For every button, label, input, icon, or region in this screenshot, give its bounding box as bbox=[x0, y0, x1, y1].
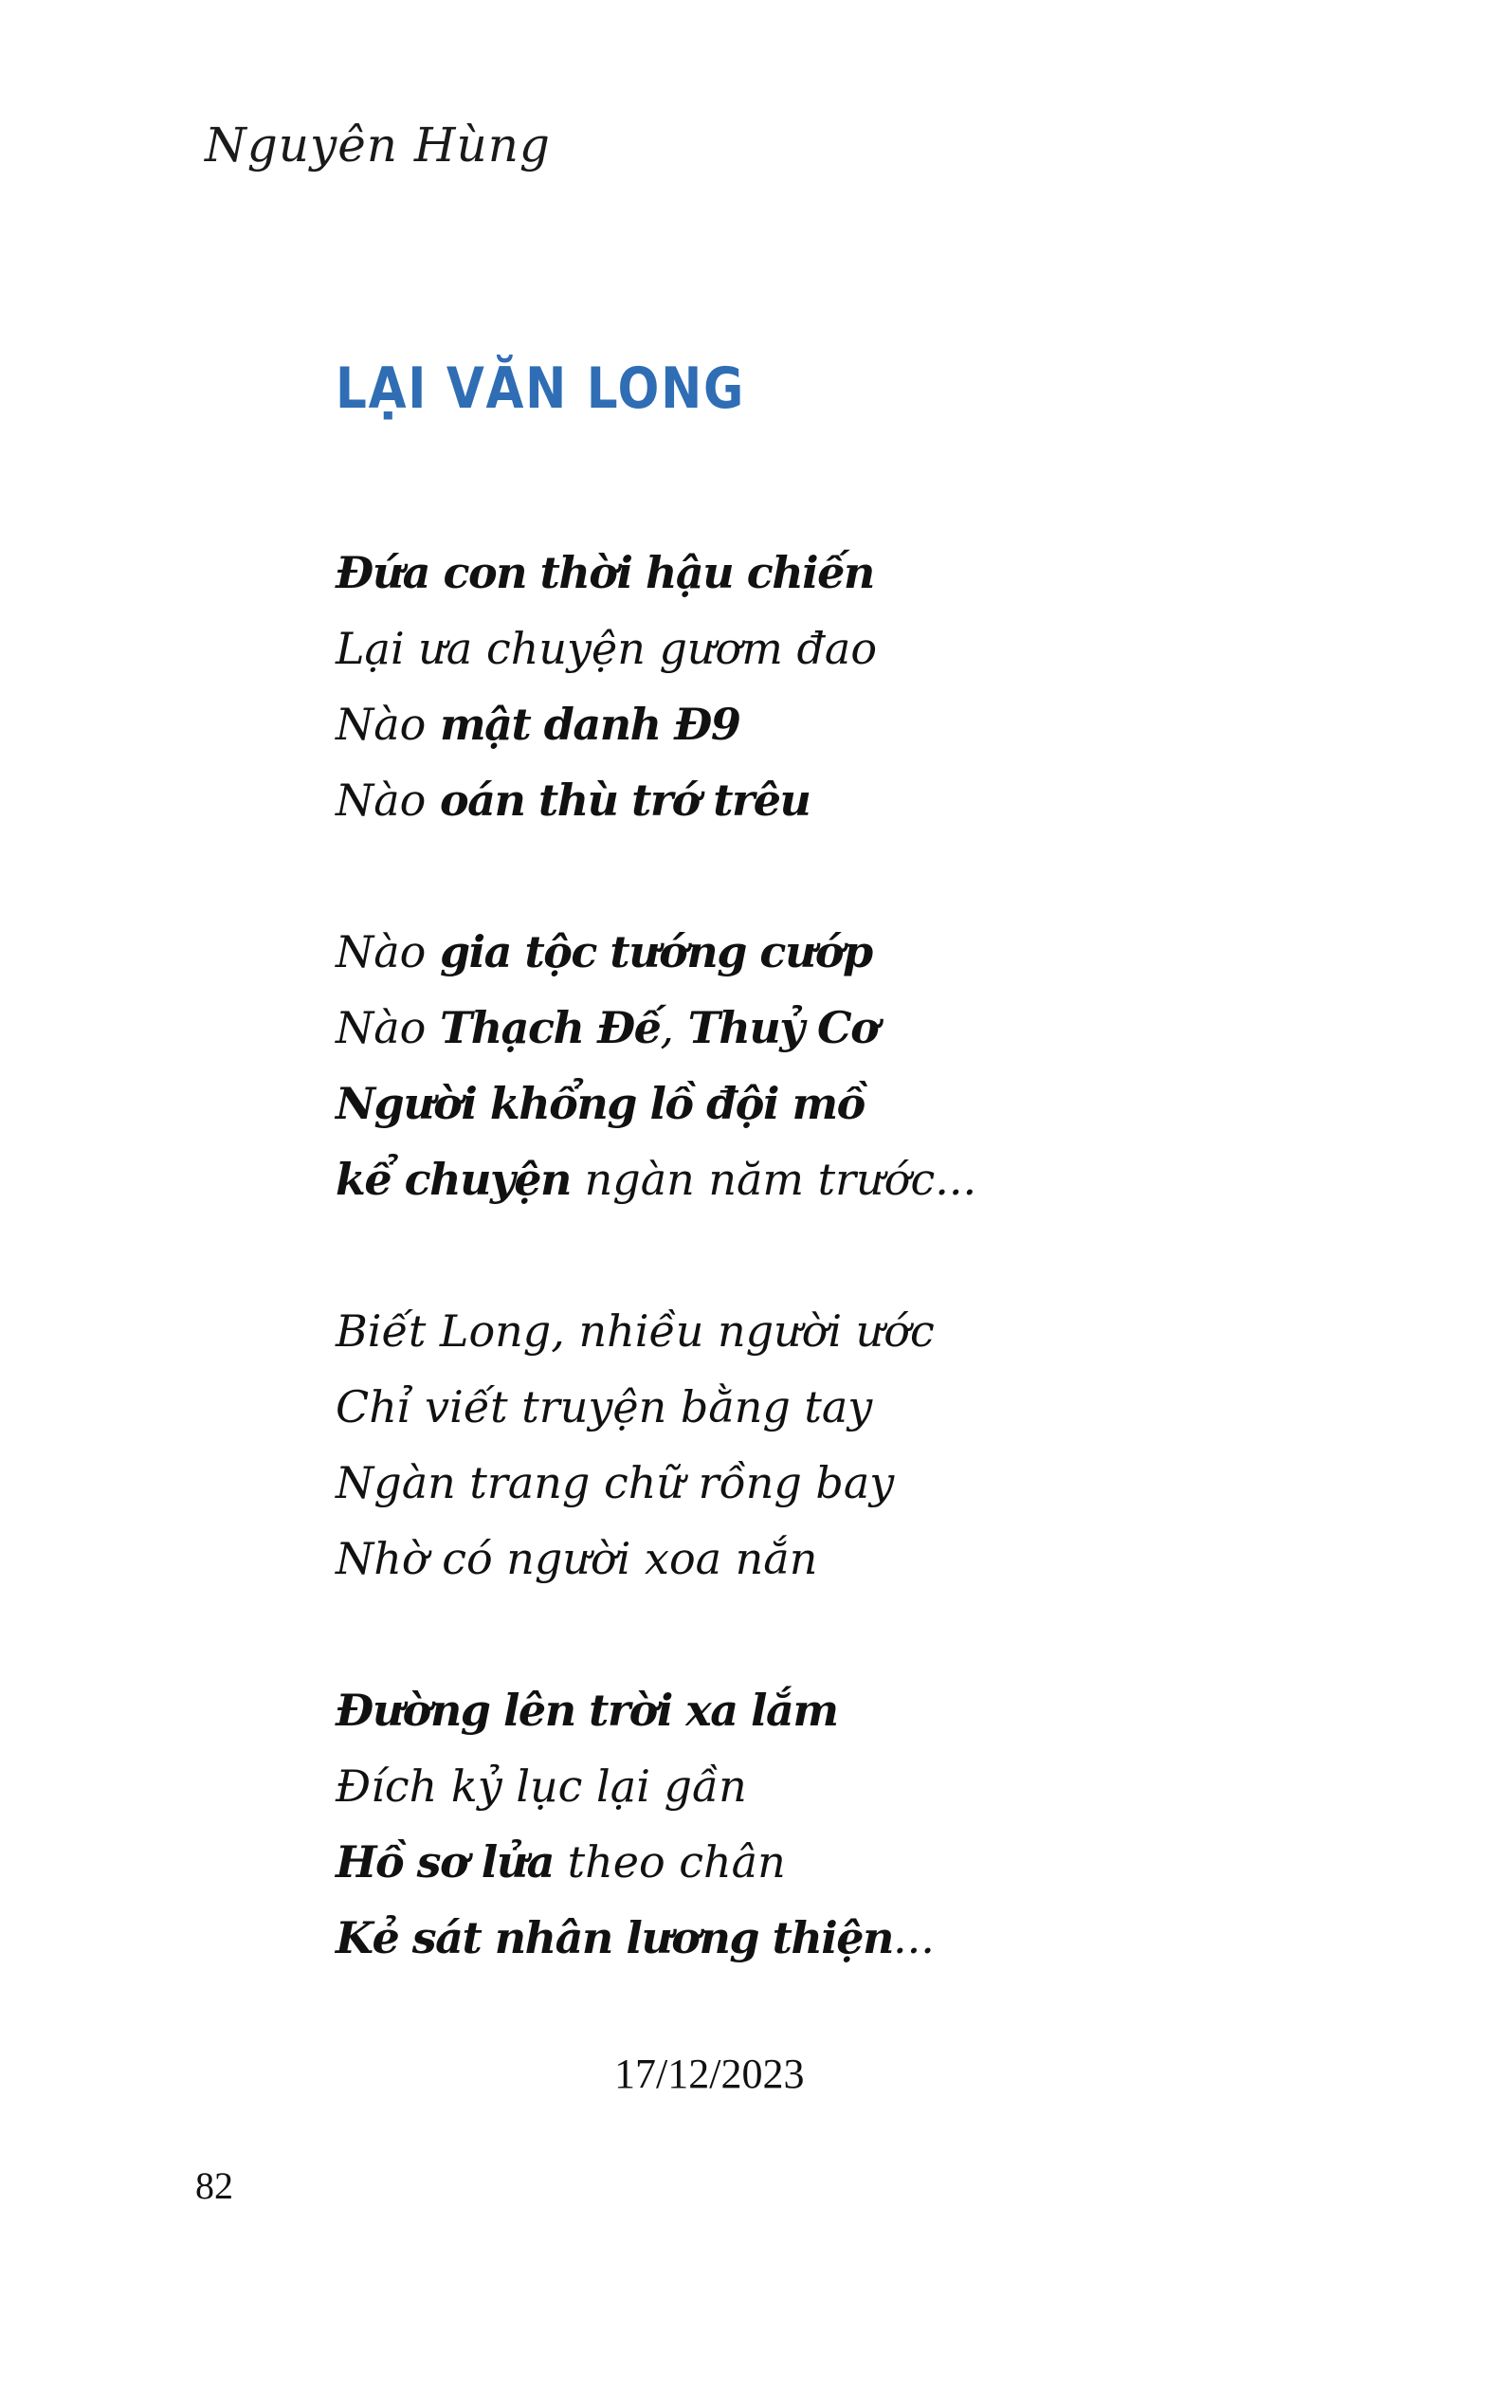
poem-text: Nào bbox=[336, 926, 440, 977]
poem-text: , bbox=[660, 1002, 688, 1053]
poem-line bbox=[336, 1907, 1378, 1983]
poem-line bbox=[336, 618, 1378, 694]
poem-line bbox=[336, 1452, 1378, 1528]
poem-line bbox=[336, 921, 1378, 997]
poem-text: Nhờ có người xoa nắn bbox=[336, 1533, 818, 1584]
poem-date: 17/12/2023 bbox=[614, 2051, 805, 2097]
poem-emphasis: Thuỷ Cơ bbox=[687, 1002, 879, 1053]
poem-line bbox=[336, 694, 1378, 770]
poem-text: ... bbox=[892, 1912, 935, 1963]
poem-text: theo chân bbox=[553, 1836, 786, 1888]
poem-text: Biết Long, nhiều người ước bbox=[336, 1305, 935, 1357]
author-name: Nguyên Hùng bbox=[205, 118, 551, 173]
poem-emphasis: Đứa con thời hậu chiến bbox=[336, 547, 874, 598]
poem-line bbox=[336, 542, 1378, 618]
poem-emphasis: kể chuyện bbox=[336, 1154, 571, 1205]
poem-line bbox=[336, 1149, 1378, 1225]
poem-emphasis: oán thù trớ trêu bbox=[440, 775, 811, 826]
poem-text: Nào bbox=[336, 699, 440, 750]
poem-text: ngàn năm trước... bbox=[571, 1154, 977, 1205]
poem-line bbox=[336, 1832, 1378, 1907]
poem-text: Nào bbox=[336, 775, 440, 826]
poem-line bbox=[336, 1301, 1378, 1377]
page-number: 82 bbox=[195, 2164, 233, 2207]
poem-emphasis: Kẻ sát nhân lương thiện bbox=[336, 1912, 893, 1963]
poem-stanza bbox=[336, 1301, 1378, 1604]
poem-emphasis: Thạch Đế bbox=[440, 1002, 661, 1053]
poem-emphasis: gia tộc tướng cướp bbox=[440, 926, 872, 977]
poem-stanza bbox=[336, 542, 1378, 846]
poem-line bbox=[336, 1377, 1378, 1452]
poem-title: LẠI VĂN LONG bbox=[336, 356, 746, 422]
poem-text: Ngàn trang chữ rồng bay bbox=[336, 1457, 895, 1508]
poem-stanza bbox=[336, 921, 1378, 1225]
poem-text: Lại ưa chuyện gươm đao bbox=[336, 623, 878, 674]
poem-emphasis: Hồ sơ lửa bbox=[336, 1836, 554, 1888]
poem-emphasis: Người khổng lồ đội mồ bbox=[336, 1078, 865, 1129]
poem-line bbox=[336, 1756, 1378, 1832]
poem-line bbox=[336, 1528, 1378, 1604]
poem-line bbox=[336, 1073, 1378, 1149]
poem-body bbox=[336, 542, 1378, 2059]
poem-line bbox=[336, 997, 1378, 1073]
poem-emphasis: Đường lên trời xa lắm bbox=[336, 1685, 838, 1736]
poem-text: Đích kỷ lục lại gần bbox=[336, 1760, 747, 1812]
poem-stanza bbox=[336, 1680, 1378, 1983]
poem-text: Nào bbox=[336, 1002, 440, 1053]
poem-text: Chỉ viết truyện bằng tay bbox=[336, 1381, 873, 1432]
poem-line bbox=[336, 770, 1378, 846]
poem-emphasis: mật danh Đ9 bbox=[440, 699, 740, 750]
poem-line bbox=[336, 1680, 1378, 1756]
